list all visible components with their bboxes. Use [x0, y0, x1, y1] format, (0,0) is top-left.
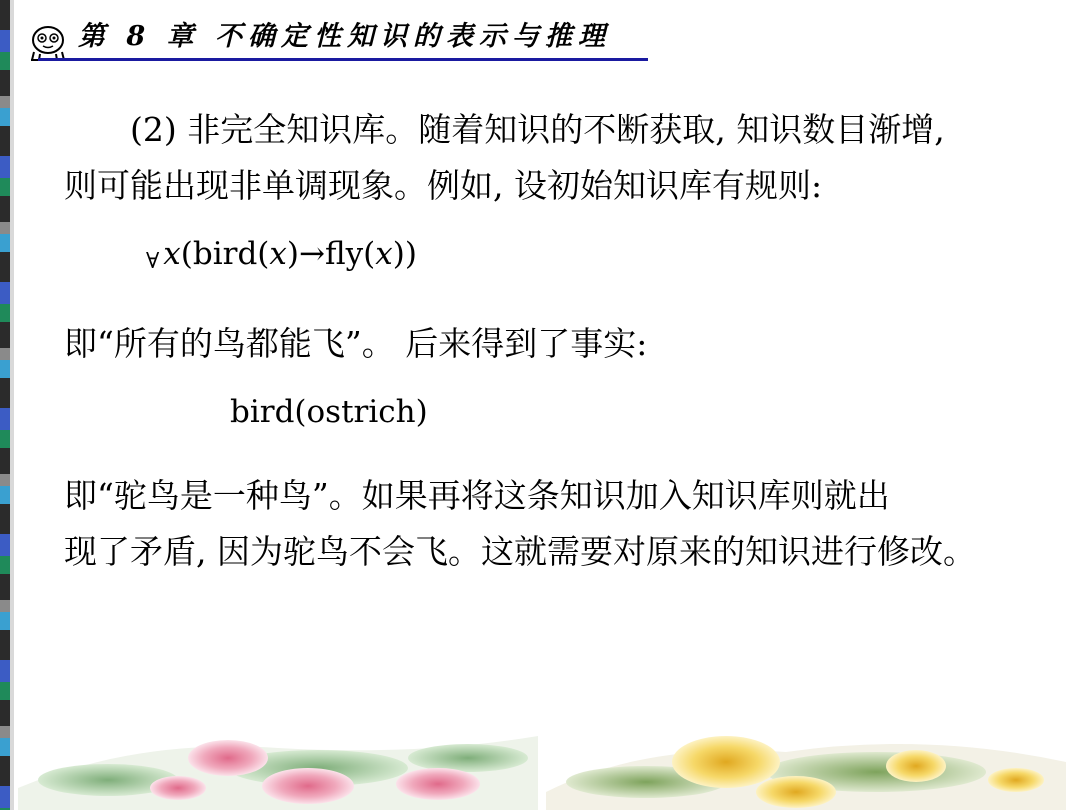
yellow-roses-decoration	[546, 722, 1066, 810]
rule-formula	[146, 236, 417, 274]
paragraph-2-line: 即“所有的鸟都能飞”。 后来得到了事实:	[64, 324, 648, 363]
paragraph-3-line-1: 即“驼鸟是一种鸟”。如果再将这条知识加入知识库则就出	[64, 476, 890, 515]
paragraph-3-line-2: 现了矛盾, 因为驼鸟不会飞。这就需要对原来的知识进行修改。	[64, 532, 976, 571]
forall-symbol: ∀	[146, 249, 160, 274]
pink-roses-decoration	[18, 728, 538, 810]
header-underline	[38, 58, 648, 61]
slide-header	[18, 6, 638, 62]
formula-text: x(bird(x)→fly(x))	[163, 236, 417, 272]
mascot-icon	[28, 22, 68, 62]
fact-text: bird(ostrich)	[230, 394, 428, 430]
paragraph-1-line-1: (2) 非完全知识库。随着知识的不断获取, 知识数目渐增,	[130, 110, 945, 149]
paragraph-1-line-2: 则可能出现非单调现象。例如, 设初始知识库有规则:	[64, 166, 823, 205]
chapter-title: 第 8 章 不确定性知识的表示与推理	[78, 21, 611, 52]
left-decorative-stripe	[0, 0, 14, 810]
